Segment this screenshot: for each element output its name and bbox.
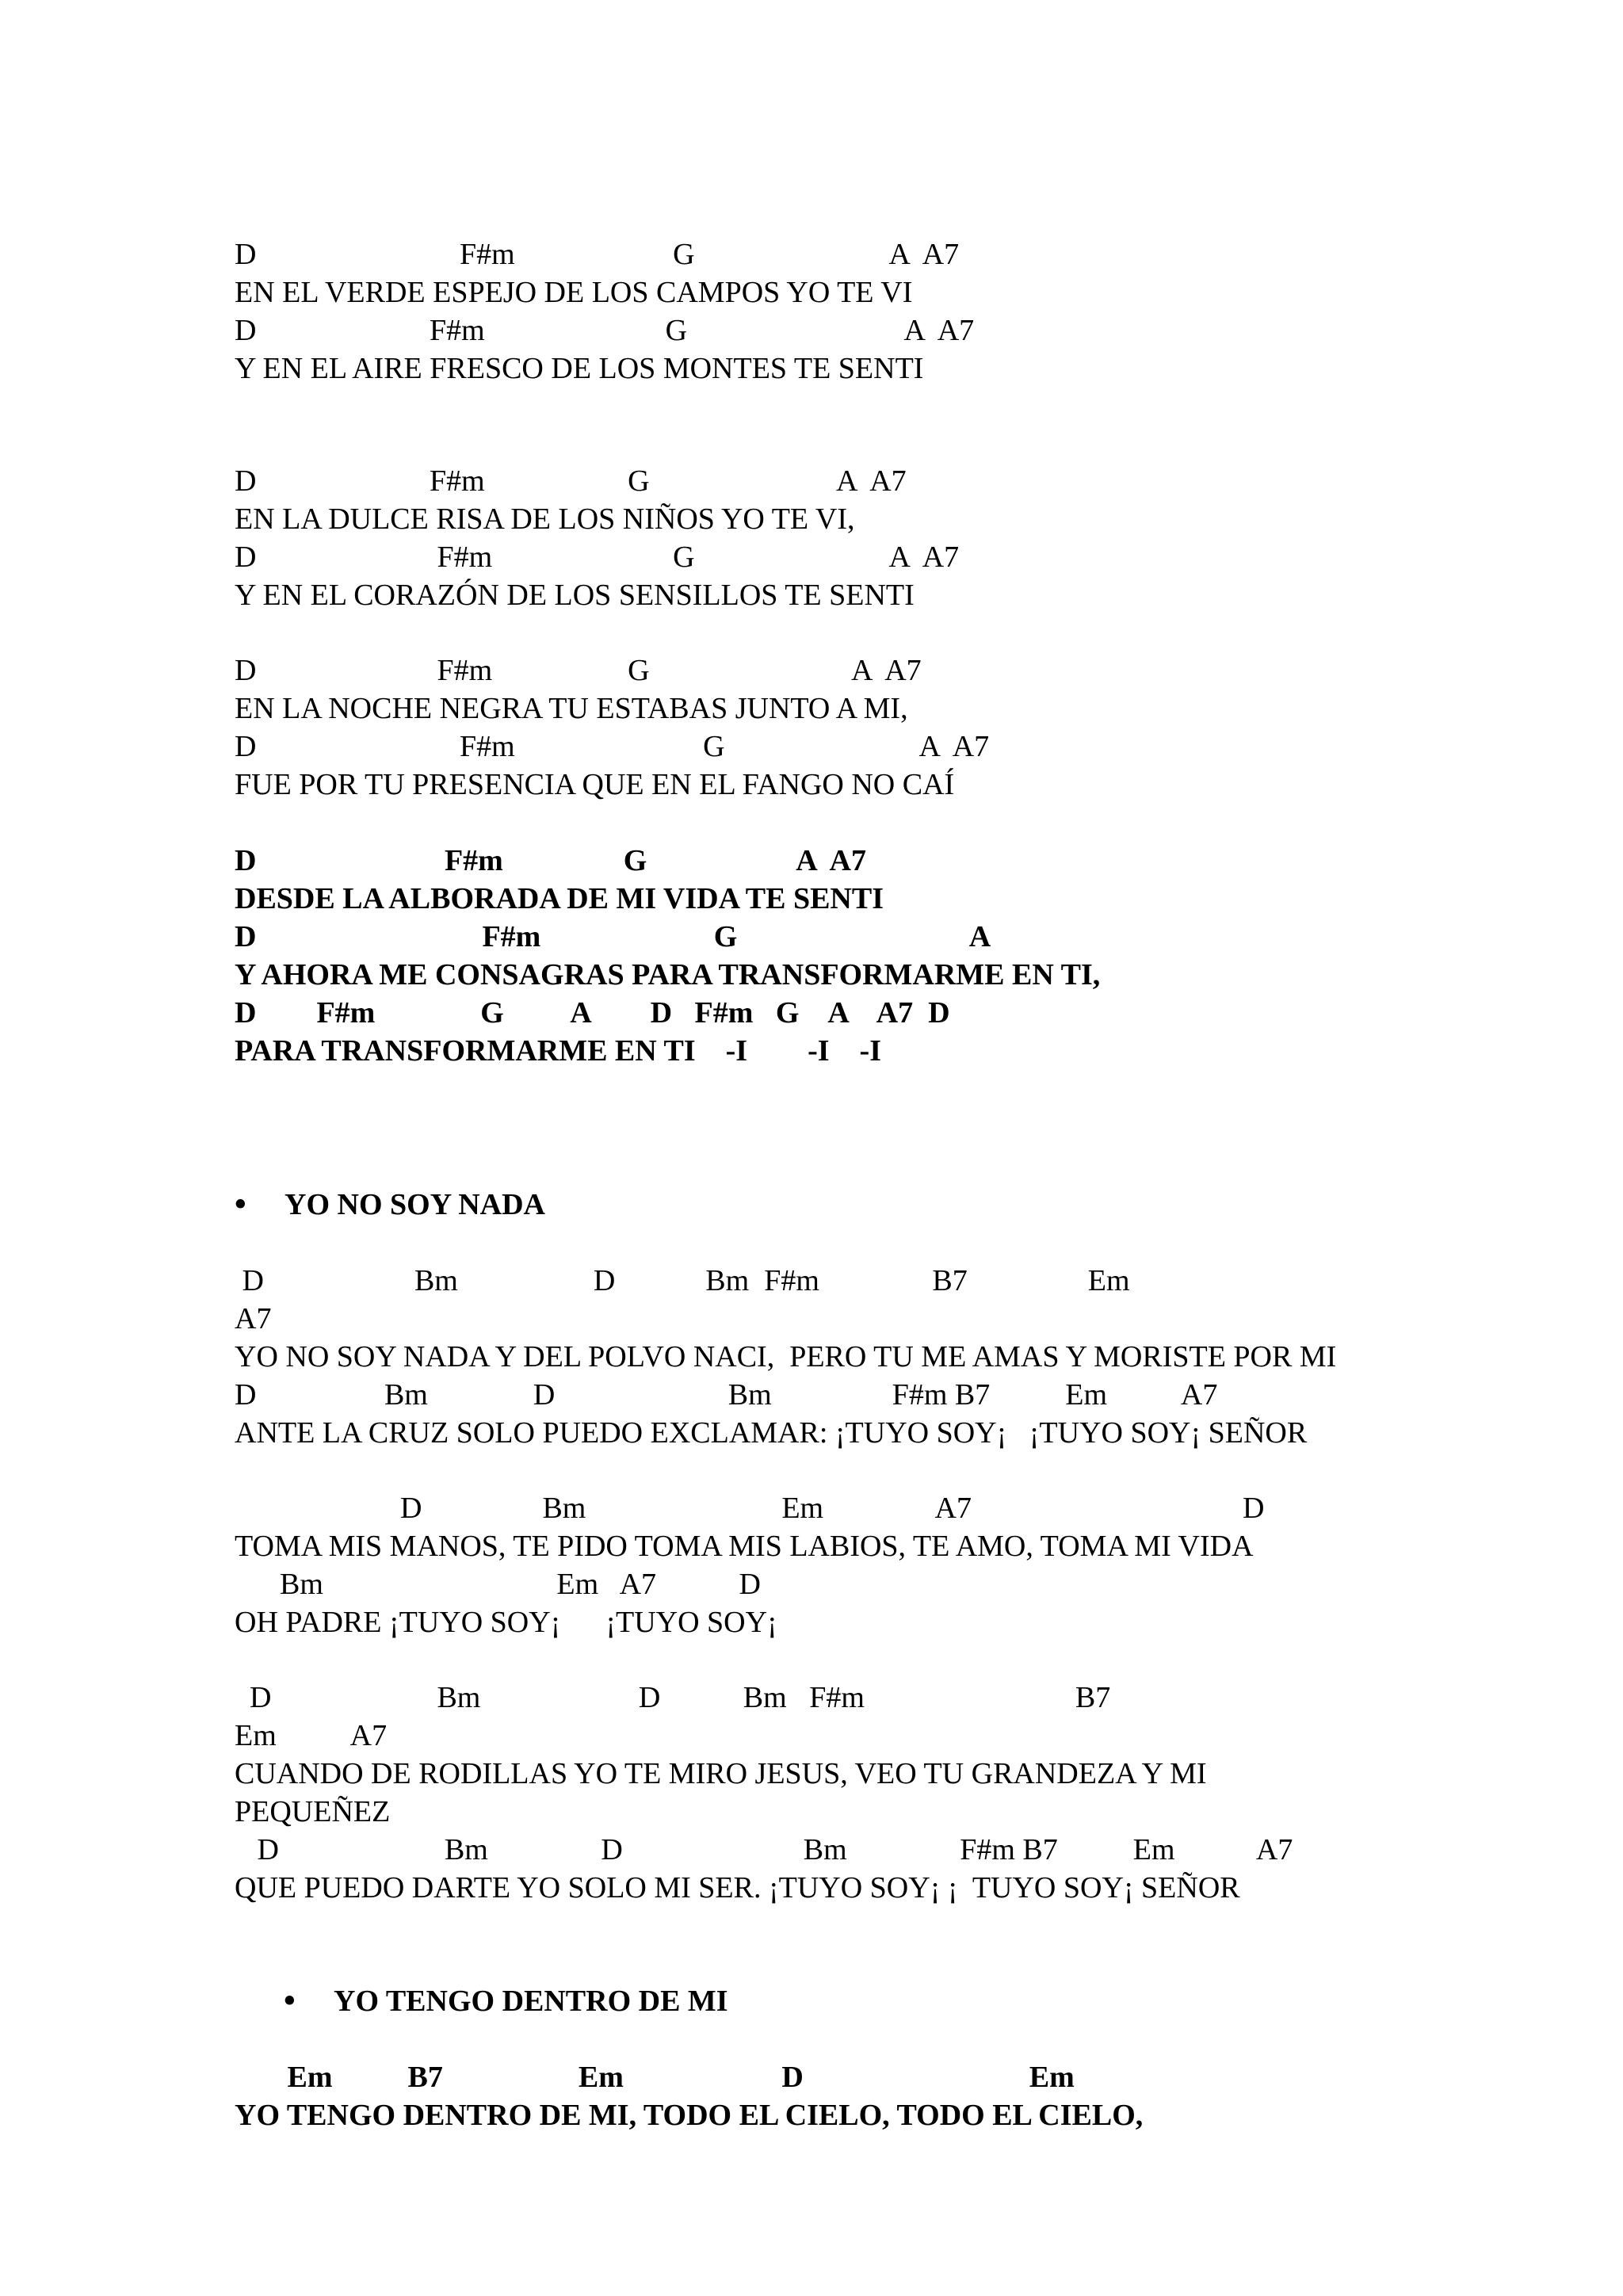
lyric-line: FUE POR TU PRESENCIA QUE EN EL FANGO NO CAÍ (235, 768, 955, 801)
lyric-line: ANTE LA CRUZ SOLO PUEDO EXCLAMAR: ¡TUYO SOY¡ ¡TUYO SOY¡ SEÑOR (235, 1416, 1308, 1450)
chord-line: D Bm D Bm F#m B7 Em A7 (235, 1833, 1293, 1866)
lyric-line: PARA TRANSFORMARME EN TI -I -I -I (235, 1034, 881, 1068)
chord-line: D F#m G A A7 (235, 464, 907, 498)
bullet-icon: • (235, 1186, 246, 1223)
chord-line: D F#m G A A7 (235, 844, 866, 877)
chord-line: D F#m G A (235, 920, 991, 953)
lyric-line: PEQUEÑEZ (235, 1795, 391, 1828)
chord-line: D Bm D Bm F#m B7 Em A7 (235, 1378, 1218, 1412)
chord-line: D Bm Em A7 D (235, 1492, 1265, 1525)
song-title: YO NO SOY NADA (285, 1188, 545, 1221)
chord-line: Em A7 (235, 1719, 388, 1752)
chord-line: D Bm D Bm F#m B7 (235, 1681, 1111, 1714)
lyric-line: EN LA DULCE RISA DE LOS NIÑOS YO TE VI, (235, 502, 855, 536)
chord-line: Bm Em A7 D (235, 1568, 761, 1601)
lyric-line: DESDE LA ALBORADA DE MI VIDA TE SENTI (235, 882, 884, 915)
song-title: YO TENGO DENTRO DE MI (334, 1985, 728, 2018)
lyric-line: EN EL VERDE ESPEJO DE LOS CAMPOS YO TE VI (235, 276, 913, 309)
lyric-line: TOMA MIS MANOS, TE PIDO TOMA MIS LABIOS, TE AMO, TOMA MI VIDA (235, 1530, 1254, 1563)
chord-line: D Bm D Bm F#m B7 Em (235, 1264, 1130, 1297)
chord-line: A7 (235, 1302, 272, 1335)
lyric-line: Y AHORA ME CONSAGRAS PARA TRANSFORMARME EN TI, (235, 958, 1101, 991)
chord-line: D F#m G A A7 (235, 541, 960, 574)
bullet-icon: • (284, 1983, 296, 2019)
lyric-line: EN LA NOCHE NEGRA TU ESTABAS JUNTO A MI, (235, 692, 908, 725)
lyric-line: QUE PUEDO DARTE YO SOLO MI SER. ¡TUYO SOY¡ ¡ TUYO SOY¡ SEÑOR (235, 1871, 1240, 1904)
lyric-line: Y EN EL AIRE FRESCO DE LOS MONTES TE SENTI (235, 352, 924, 385)
chord-line: D F#m G A A7 (235, 314, 975, 347)
lyric-line: YO TENGO DENTRO DE MI, TODO EL CIELO, TODO EL CIELO, (235, 2099, 1144, 2132)
lyric-line: CUANDO DE RODILLAS YO TE MIRO JESUS, VEO TU GRANDEZA Y MI (235, 1757, 1207, 1790)
lyric-line: Y EN EL CORAZÓN DE LOS SENSILLOS TE SENTI (235, 579, 915, 612)
chord-line: D F#m G A A7 (235, 238, 960, 271)
chord-line: D F#m G A A7 (235, 654, 922, 687)
chord-line: D F#m G A D F#m G A A7 D (235, 996, 950, 1030)
lyric-line: YO NO SOY NADA Y DEL POLVO NACI, PERO TU ME AMAS Y MORISTE POR MI (235, 1340, 1337, 1373)
chord-line: D F#m G A A7 (235, 730, 990, 763)
lyric-line: OH PADRE ¡TUYO SOY¡ ¡TUYO SOY¡ (235, 1606, 777, 1639)
chord-line: Em B7 Em D Em (235, 2061, 1075, 2094)
